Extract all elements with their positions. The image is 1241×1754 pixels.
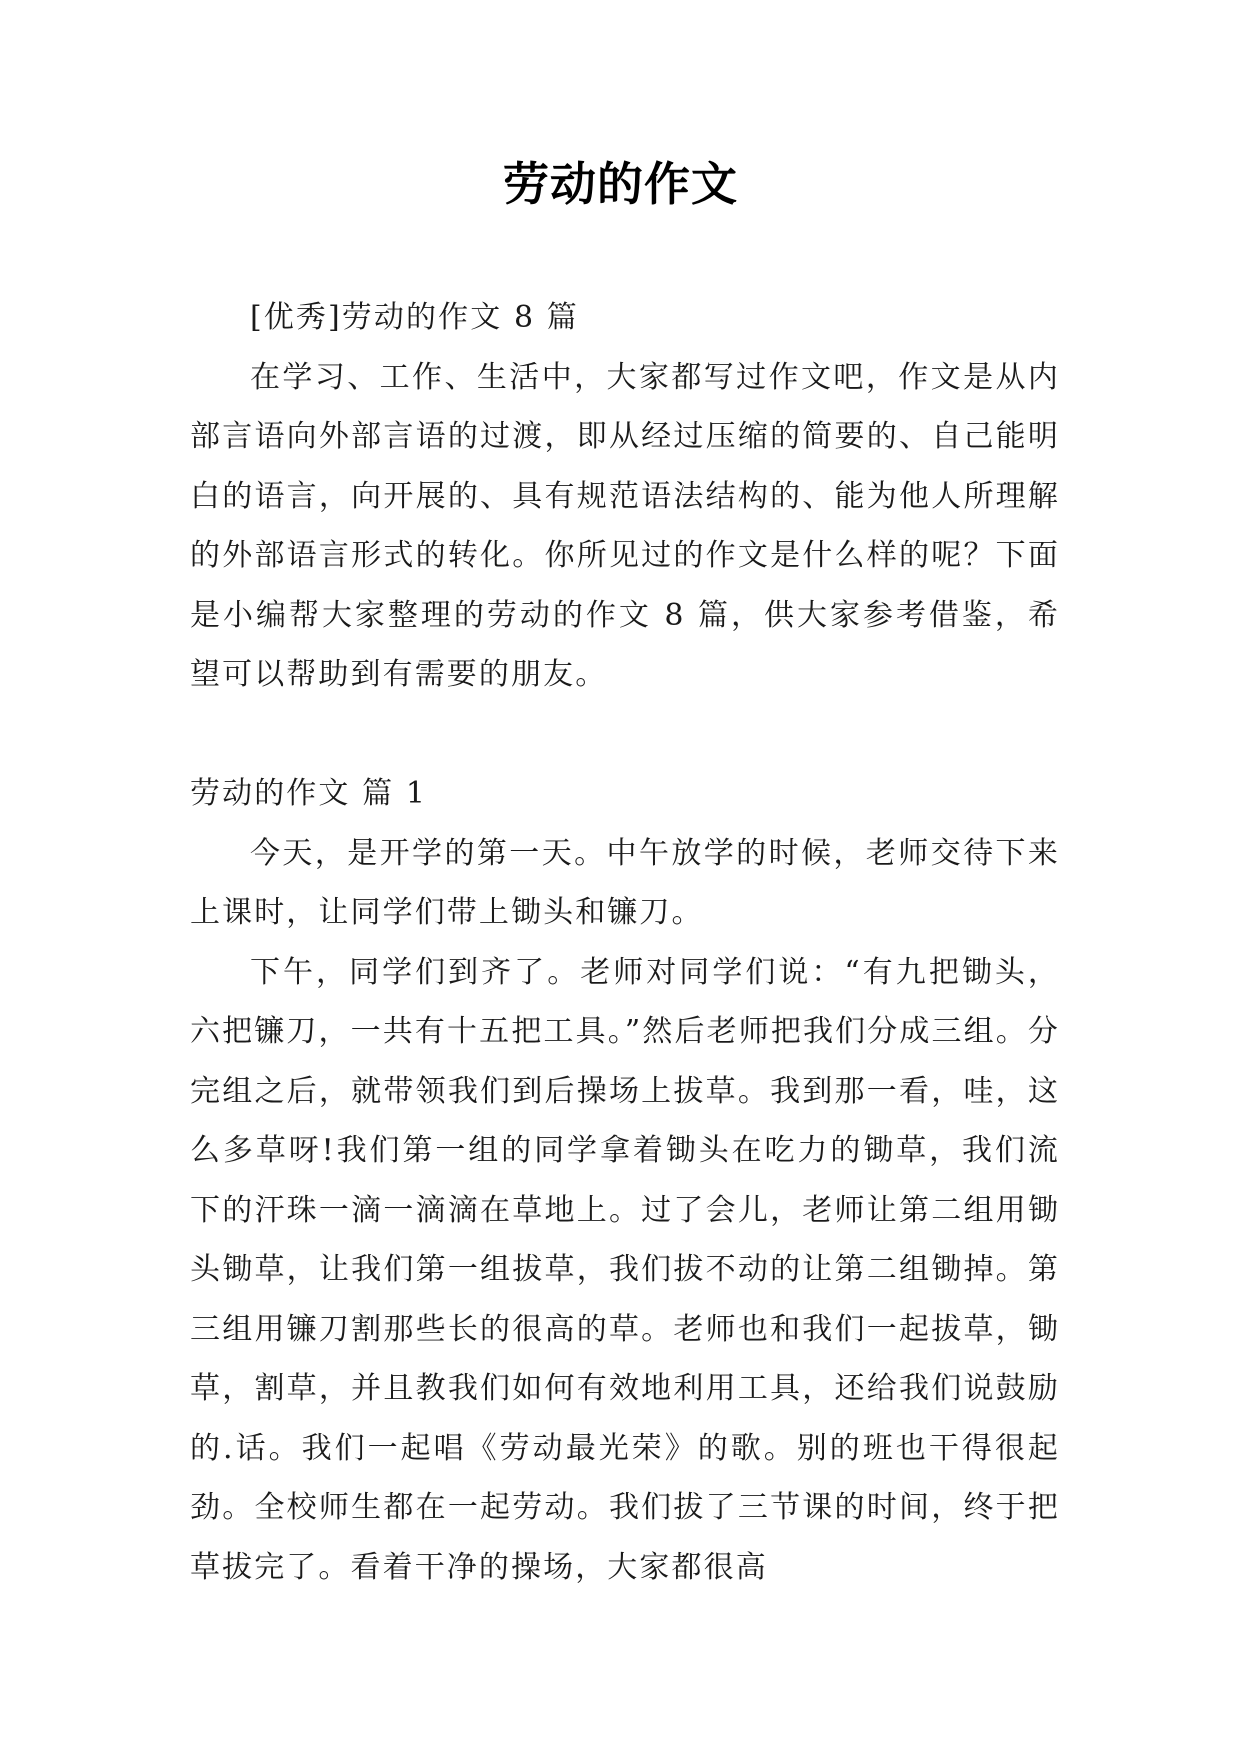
document-title: 劳动的作文 [503, 157, 738, 211]
section-heading: 劳动的作文 篇 1 [190, 776, 428, 811]
body-paragraph: 下午，同学们到齐了。老师对同学们说：“有九把锄头，六把镰刀，一共有十五把工具。”然后老师把我们分成三组。分完组之后，就带领我们到后操场上拔草。我到那一看，哇，这么多草呀!我们第一组的同学拿着锄头在吃力的锄草，我们流下的汗珠一滴一滴滴在草地上。过了会儿，老师让第二组用锄头锄草，让我们第一组拔草，我们拔不动的让第二组锄掉。第三组用镰刀割那些长的很高的草。老师也和我们一起拔草，锄草，割草，并且教我们如何有效地利用工具，还给我们说鼓励的.话。我们一起唱《劳动最光荣》的歌。别的班也干得很起劲。全校师生都在一起劳动。我们拔了三节课的时间，终于把草拔完了。看着干净的操场，大家都很高 [190, 954, 1060, 1585]
intro-paragraph: 在学习、工作、生活中，大家都写过作文吧，作文是从内部言语向外部言语的过渡，即从经过压缩的简要的、自己能明白的语言，向开展的、具有规范语法结构的、能为他人所理解的外部语言形式的转化。你所见过的作文是什么样的呢？下面是小编帮大家整理的劳动的作文 8 篇，供大家参考借鉴，希望可以帮助到有需要的朋友。 [190, 359, 1060, 692]
document-body [190, 288, 1060, 1597]
document-subtitle: [优秀]劳动的作文 8 篇 [250, 300, 579, 335]
body-paragraph: 今天，是开学的第一天。中午放学的时候，老师交待下来上课时，让同学们带上锄头和镰刀。 [190, 835, 1060, 930]
